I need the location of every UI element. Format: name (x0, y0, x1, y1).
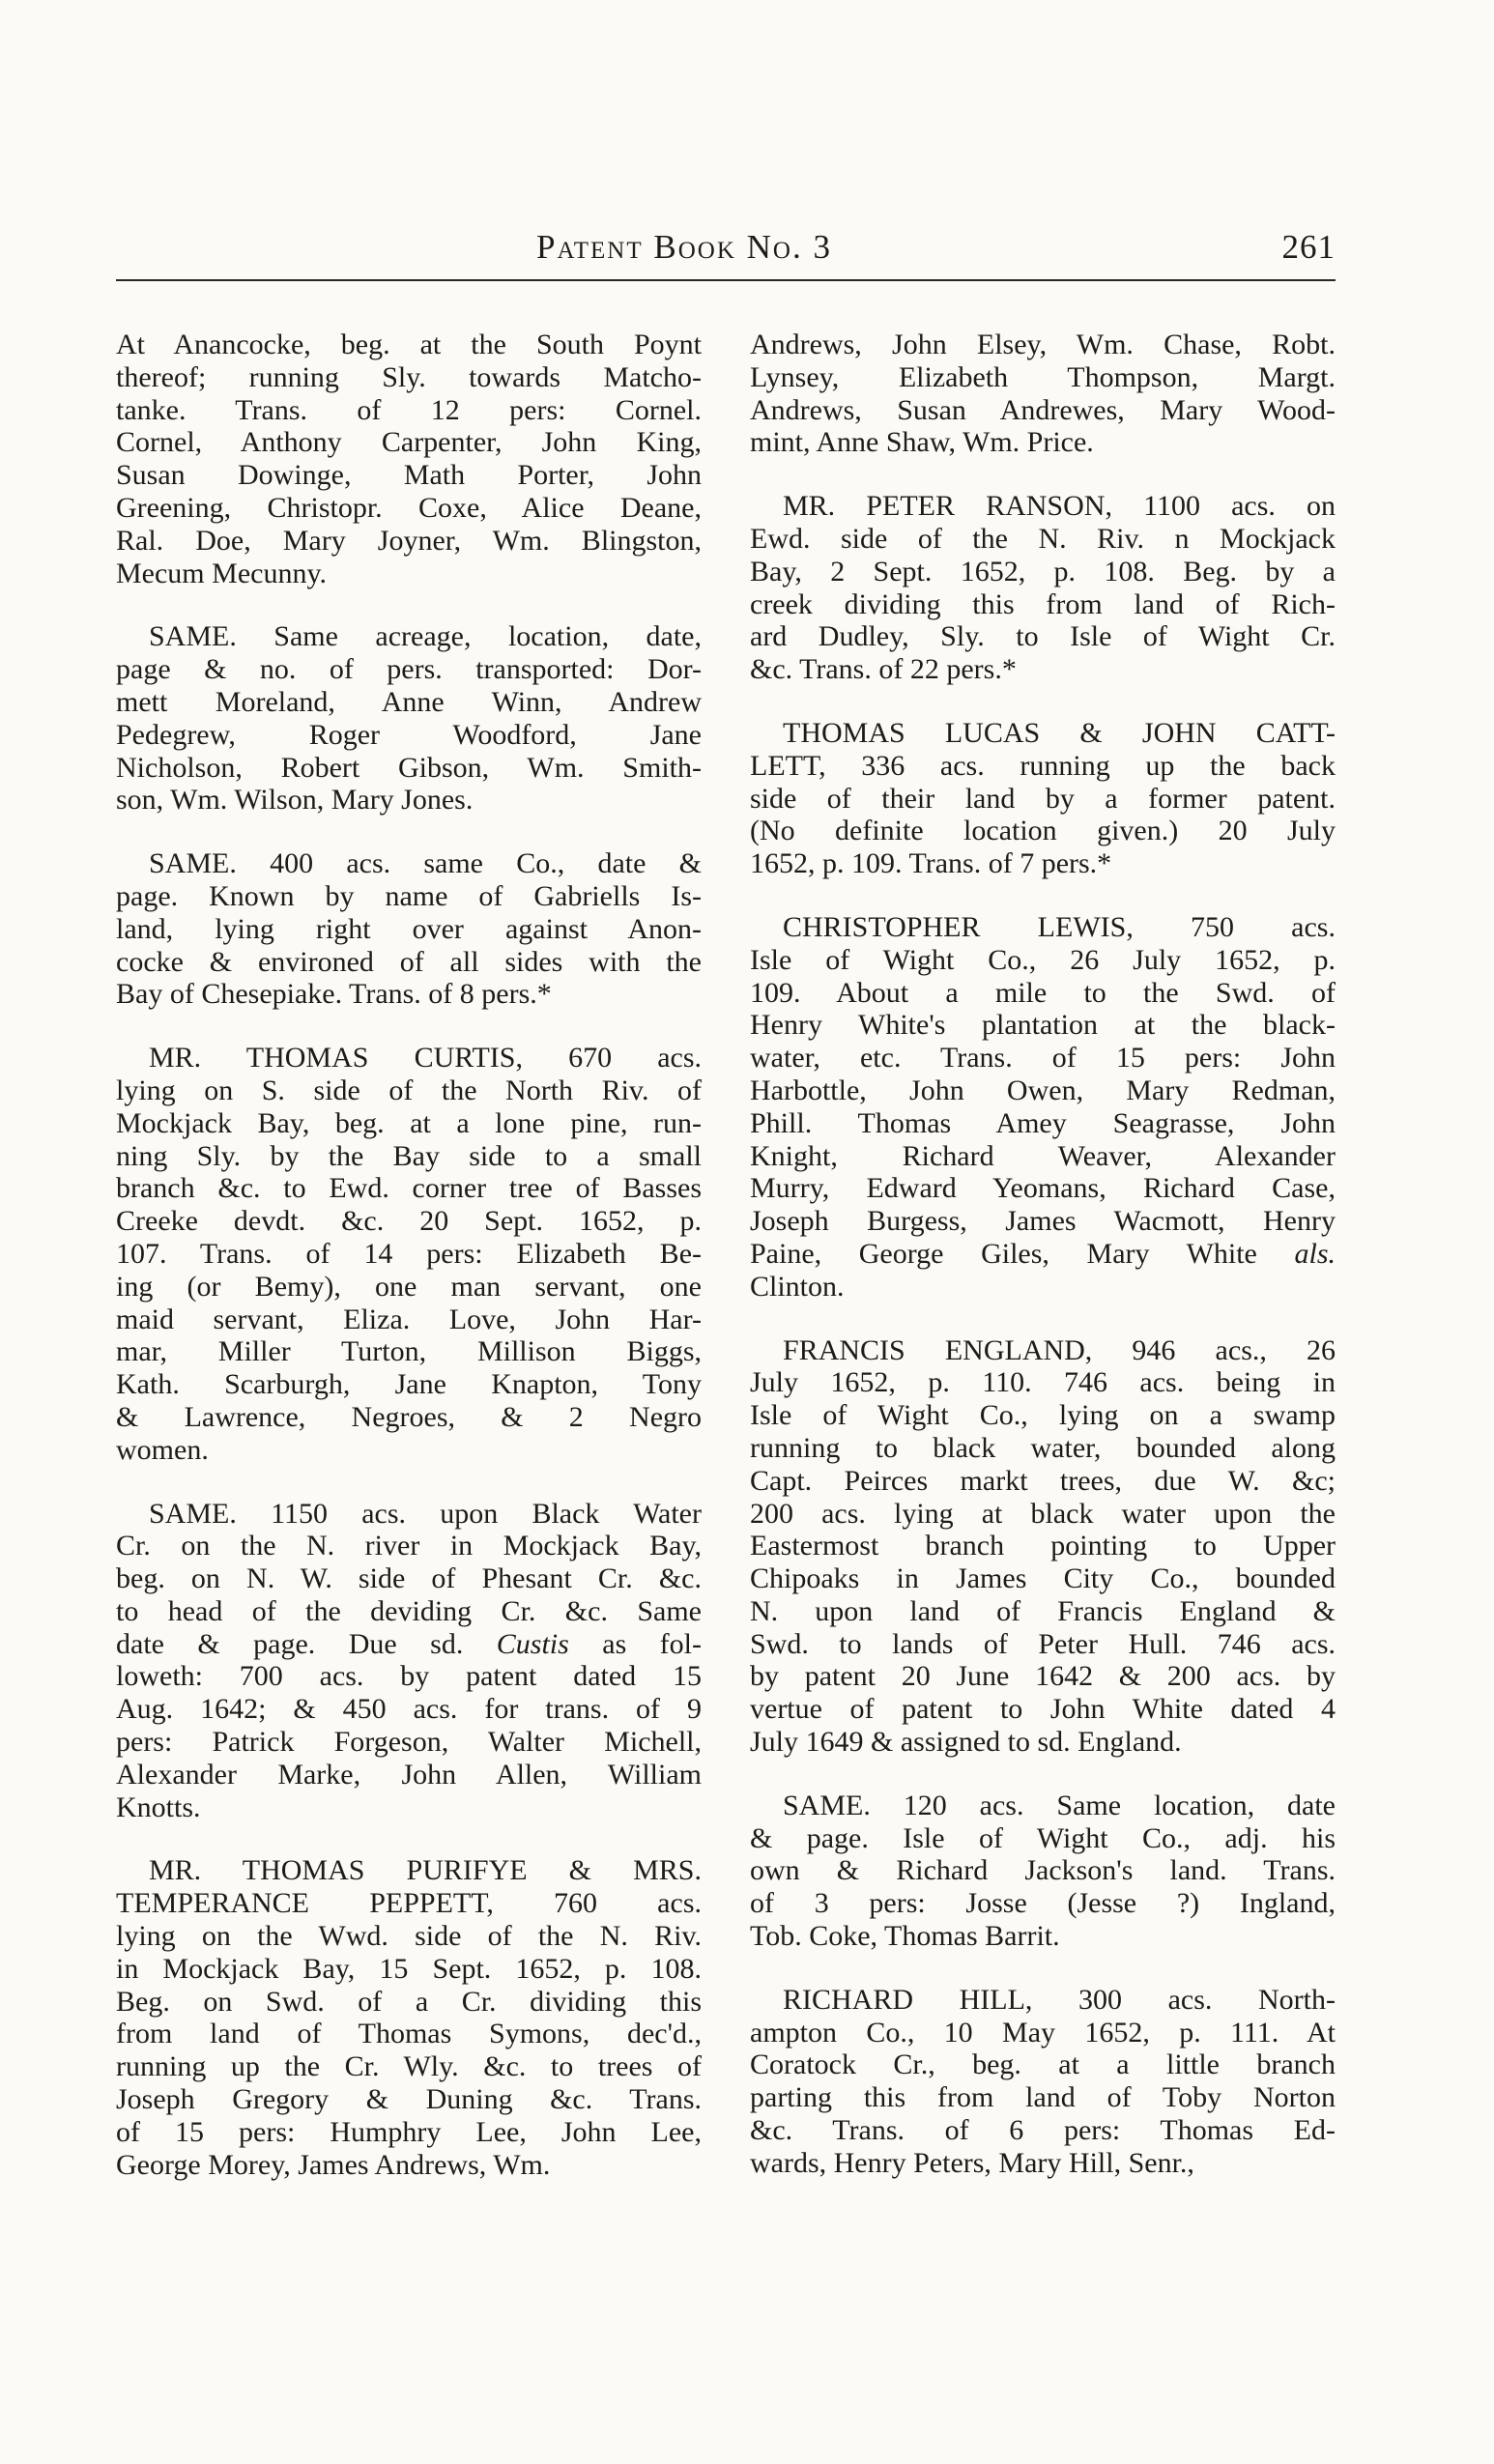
entry-text-line: July 1649 & assigned to sd. England. (750, 1726, 1182, 1759)
entry-text-line: July 1652, p. 110. 746 acs. being in (750, 1366, 1336, 1399)
entry-text-line: Swd. to lands of Peter Hull. 746 acs. (750, 1627, 1336, 1660)
entry-text-line: ning Sly. by the Bay side to a small (116, 1139, 702, 1172)
entry-text-line: page & no. of pers. transported: Dor- (116, 653, 702, 686)
entry-text-line: Clinton. (750, 1270, 845, 1303)
entry-text-line: Pedegrew, Roger Woodford, Jane (116, 718, 702, 751)
entry-text-line: MR. THOMAS CURTIS, 670 acs. (149, 1042, 702, 1074)
entry-text-line: running up the Cr. Wly. &c. to trees of (116, 2050, 702, 2083)
entry-text-line: Susan Dowinge, Math Porter, John (116, 459, 702, 492)
entry-text-line: & page. Isle of Wight Co., adj. his (750, 1821, 1336, 1854)
entry-text-line: parting this from land of Toby Norton (750, 2081, 1336, 2114)
entry-text-line: mar, Miller Turton, Millison Biggs, (116, 1335, 702, 1368)
entry-text-line: Lynsey, Elizabeth Thompson, Margt. (750, 360, 1336, 393)
entry-text-line: TEMPERANCE PEPPETT, 760 acs. (116, 1887, 702, 1920)
patent-entry (116, 329, 702, 589)
entry-text-line: 109. About a mile to the Swd. of (750, 976, 1336, 1009)
entry-text-line: ing (or Bemy), one man servant, one (116, 1270, 702, 1303)
right-column (750, 329, 1336, 2211)
entry-text-line: FRANCIS ENGLAND, 946 acs., 26 (783, 1333, 1336, 1366)
patent-entry (750, 1984, 1336, 2180)
entry-text-line: Coratock Cr., beg. at a little branch (750, 2049, 1336, 2081)
entry-text-line: Andrews, Susan Andrewes, Mary Wood- (750, 393, 1336, 426)
entry-text-line: land, lying right over against Anon- (116, 912, 702, 945)
entry-text-line: own & Richard Jackson's land. Trans. (750, 1854, 1336, 1887)
entry-text-line: ard Dudley, Sly. to Isle of Wight Cr. (750, 620, 1336, 653)
entry-text-line: Phill. Thomas Amey Seagrasse, John (750, 1106, 1336, 1139)
entry-text-line: Cornel, Anthony Carpenter, John King, (116, 426, 702, 459)
entry-text-line: Greening, Christopr. Coxe, Alice Deane, (116, 491, 702, 524)
entry-text-line: ampton Co., 10 May 1652, p. 111. At (750, 2016, 1336, 2049)
entry-text-line: Mecum Mecunny. (116, 557, 327, 589)
entry-text-line: 1652, p. 109. Trans. of 7 pers.* (750, 847, 1112, 880)
entry-text-line: Beg. on Swd. of a Cr. dividing this (116, 1985, 702, 2018)
entry-text-line: SAME. 400 acs. same Co., date & (149, 847, 702, 880)
entry-text-line: Paine, George Giles, Mary White als. (750, 1237, 1336, 1270)
entry-text-line: thereof; running Sly. towards Matcho- (116, 360, 702, 393)
entry-text-line: Nicholson, Robert Gibson, Wm. Smith- (116, 751, 702, 784)
entry-text-line: (No definite location given.) 20 July (750, 815, 1336, 847)
entry-text-line: son, Wm. Wilson, Mary Jones. (116, 784, 474, 817)
entry-text-line: page. Known by name of Gabriells Is- (116, 879, 702, 912)
patent-entry (116, 847, 702, 1011)
entry-text-line: mint, Anne Shaw, Wm. Price. (750, 426, 1094, 459)
entry-text-line: THOMAS LUCAS & JOHN CATT- (783, 716, 1336, 749)
entry-text-line: Bay of Chesepiake. Trans. of 8 pers.* (116, 978, 552, 1011)
patent-entry (116, 1042, 702, 1466)
entry-text-line: 200 acs. lying at black water upon the (750, 1497, 1336, 1530)
header-rule (116, 279, 1336, 281)
entry-text-line: Cr. on the N. river in Mockjack Bay, (116, 1530, 702, 1562)
entry-text-line: vertue of patent to John White dated 4 (750, 1693, 1336, 1726)
entry-text-line: maid servant, Eliza. Love, John Har- (116, 1303, 702, 1335)
entry-text-line: to head of the deviding Cr. &c. Same (116, 1594, 702, 1627)
entry-text-line: Joseph Burgess, James Wacmott, Henry (750, 1205, 1336, 1238)
entry-text-line: LETT, 336 acs. running up the back (750, 749, 1336, 782)
patent-entry (750, 717, 1336, 880)
entry-text-line: running to black water, bounded along (750, 1431, 1336, 1464)
left-column (116, 329, 702, 2212)
entry-text-line: from land of Thomas Symons, dec'd., (116, 2018, 702, 2050)
entry-text-line: Murry, Edward Yeomans, Richard Case, (750, 1172, 1336, 1205)
entry-text-line: SAME. 120 acs. Same location, date (783, 1789, 1336, 1821)
entry-text-line: MR. THOMAS PURIFYE & MRS. (149, 1854, 702, 1887)
entry-text-line: loweth: 700 acs. by patent dated 15 (116, 1660, 702, 1693)
entry-text-line: cocke & environed of all sides with the (116, 945, 702, 978)
entry-text-line: wards, Henry Peters, Mary Hill, Senr., (750, 2146, 1194, 2179)
entry-text-line: mett Moreland, Anne Winn, Andrew (116, 685, 702, 718)
entry-text-line: Capt. Peirces markt trees, due W. &c; (750, 1464, 1336, 1497)
entry-text-line: creek dividing this from land of Rich- (750, 587, 1336, 620)
entry-text-line: beg. on N. W. side of Phesant Cr. &c. (116, 1562, 702, 1595)
patent-entry (750, 911, 1336, 1304)
entry-text-line: Harbottle, John Owen, Mary Redman, (750, 1074, 1336, 1106)
entry-text-line: Kath. Scarburgh, Jane Knapton, Tony (116, 1368, 702, 1401)
page-number: 261 (1281, 228, 1336, 266)
entry-text-line: by patent 20 June 1642 & 200 acs. by (750, 1660, 1336, 1693)
running-head-title: Patent Book No. 3 (536, 228, 832, 266)
patent-entry (750, 1790, 1336, 1953)
entry-text-line: MR. PETER RANSON, 1100 acs. on (783, 490, 1336, 523)
entry-text-line: & Lawrence, Negroes, & 2 Negro (116, 1400, 702, 1433)
entry-text-line: Bay, 2 Sept. 1652, p. 108. Beg. by a (750, 555, 1336, 587)
entry-text-line: Ral. Doe, Mary Joyner, Wm. Blingston, (116, 524, 702, 557)
entry-text-line: At Anancocke, beg. at the South Poynt (116, 329, 702, 360)
entry-text-line: Isle of Wight Co., lying on a swamp (750, 1399, 1336, 1432)
entry-text-line: George Morey, James Andrews, Wm. (116, 2148, 551, 2181)
entry-text-line: Joseph Gregory & Duning &c. Trans. (116, 2083, 702, 2116)
entry-text-line: side of their land by a former patent. (750, 782, 1336, 815)
entry-text-line: pers: Patrick Forgeson, Walter Michell, (116, 1726, 702, 1759)
entry-text-line: branch &c. to Ewd. corner tree of Basses (116, 1172, 702, 1205)
entry-text-line: Mockjack Bay, beg. at a lone pine, run- (116, 1106, 702, 1139)
entry-text-line: Henry White's plantation at the black- (750, 1009, 1336, 1042)
entry-text-line: Ewd. side of the N. Riv. n Mockjack (750, 522, 1336, 555)
patent-entry (116, 1854, 702, 2181)
patent-entry (116, 620, 702, 817)
entry-text-line: lying on S. side of the North Riv. of (116, 1074, 702, 1106)
entry-text-line: lying on the Wwd. side of the N. Riv. (116, 1920, 702, 1953)
entry-text-line: 107. Trans. of 14 pers: Elizabeth Be- (116, 1237, 702, 1270)
entry-text-line: Aug. 1642; & 450 acs. for trans. of 9 (116, 1693, 702, 1726)
entry-text-line: tanke. Trans. of 12 pers: Cornel. (116, 393, 702, 426)
entry-text-line: Knight, Richard Weaver, Alexander (750, 1139, 1336, 1172)
entry-text-line: date & page. Due sd. Custis as fol- (116, 1627, 702, 1660)
entry-text-line: water, etc. Trans. of 15 pers: John (750, 1042, 1336, 1074)
entry-text-line: Tob. Coke, Thomas Barrit. (750, 1920, 1060, 1953)
entry-text-line: of 3 pers: Josse (Jesse ?) Ingland, (750, 1887, 1336, 1920)
entry-text-line: in Mockjack Bay, 15 Sept. 1652, p. 108. (116, 1952, 702, 1985)
patent-entry (750, 1334, 1336, 1759)
entry-text-line: &c. Trans. of 6 pers: Thomas Ed- (750, 2114, 1336, 2147)
running-head (116, 228, 1336, 276)
entry-text-line: Creeke devdt. &c. 20 Sept. 1652, p. (116, 1205, 702, 1238)
entry-text-line: Eastermost branch pointing to Upper (750, 1530, 1336, 1562)
entry-text-line: Knotts. (116, 1791, 201, 1823)
entry-text-line: Chipoaks in James City Co., bounded (750, 1562, 1336, 1595)
entry-text-line: Isle of Wight Co., 26 July 1652, p. (750, 943, 1336, 976)
entry-text-line: women. (116, 1433, 209, 1466)
entry-text-line: Andrews, John Elsey, Wm. Chase, Robt. (750, 329, 1336, 360)
entry-text-line: RICHARD HILL, 300 acs. North- (783, 1983, 1336, 2016)
entry-text-line: N. upon land of Francis England & (750, 1594, 1336, 1627)
entry-text-line: SAME. 1150 acs. upon Black Water (149, 1497, 702, 1530)
entry-text-line: SAME. Same acreage, location, date, (149, 620, 702, 653)
patent-entry (750, 329, 1336, 459)
entry-text-line: &c. Trans. of 22 pers.* (750, 653, 1017, 686)
entry-text-line: of 15 pers: Humphry Lee, John Lee, (116, 2115, 702, 2148)
entry-text-line: Alexander Marke, John Allen, William (116, 1758, 702, 1791)
patent-entry (116, 1498, 702, 1824)
patent-entry (750, 490, 1336, 686)
entry-text-line: CHRISTOPHER LEWIS, 750 acs. (783, 910, 1336, 943)
